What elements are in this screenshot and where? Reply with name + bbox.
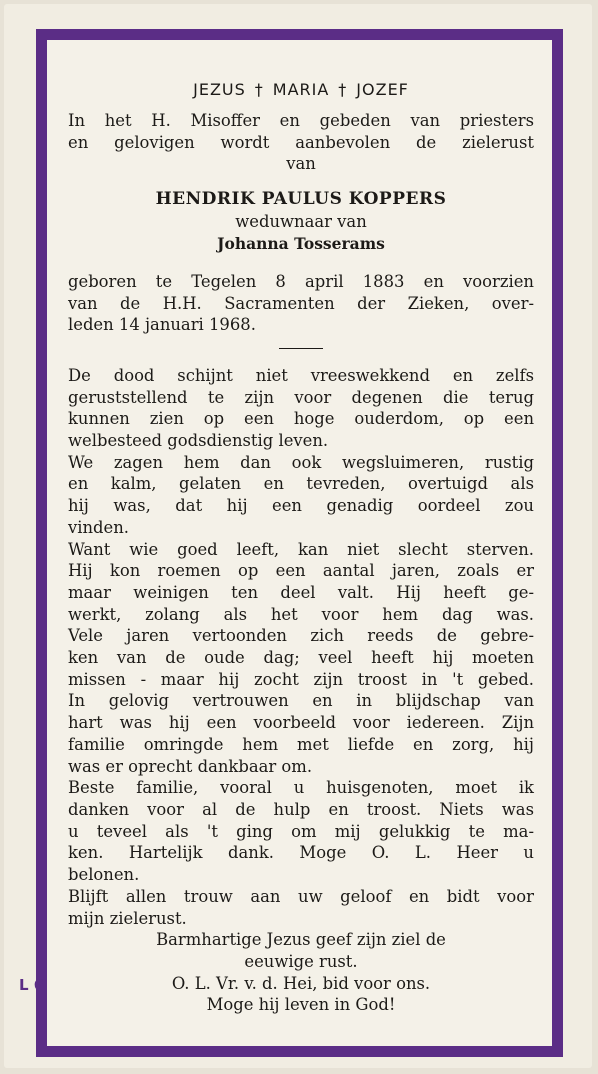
deceased-status: weduwnaar van: [235, 212, 367, 232]
header-word-maria: MARIA: [272, 80, 330, 99]
body-line: was er oprecht dankbaar om.: [68, 756, 313, 776]
body-line: en kalm, gelaten en tevreden, overtuigd als: [68, 474, 534, 494]
dates-line: van de H.H. Sacramenten der Zieken, over-: [68, 293, 534, 313]
cross-icon: †: [254, 80, 264, 99]
dates-line: geboren te Tegelen 8 april 1883 en voorzien: [68, 271, 534, 291]
body-line: familie omringde hem met liefde en zorg, hij: [68, 734, 534, 754]
dates-line: leden 14 januari 1968.: [68, 315, 256, 335]
body-line: ken. Hartelijk dank. Moge O. L. Heer u: [68, 843, 534, 863]
body-line: ken van de oude dag; veel heeft hij moeten: [68, 648, 534, 668]
body-line: belonen.: [68, 865, 140, 885]
closing-prayer: [68, 929, 534, 1016]
body-line: Beste familie, vooral u huisgenoten, moet ik: [68, 778, 534, 798]
body-line: missen - maar hij zocht zijn troost in 't gebed.: [68, 669, 534, 689]
closing-line: eeuwige rust.: [244, 951, 358, 971]
body-line: werkt, zolang als het voor hem dag was.: [68, 604, 534, 624]
body-line: vinden.: [68, 517, 130, 537]
body-line: Vele jaren vertoonden zich reeds de gebre-: [68, 626, 534, 646]
purple-border-frame: [36, 29, 563, 1057]
body-line: geruststellend te zijn voor degenen die terug: [68, 387, 534, 407]
closing-line: Barmhartige Jezus geef zijn ziel de: [156, 930, 446, 950]
closing-line: Moge hij leven in God!: [206, 995, 396, 1015]
body-line: In gelovig vertrouwen en in blijdschap van: [68, 691, 534, 711]
body-line: u teveel als 't ging om mij gelukkig te ma-: [68, 821, 534, 841]
body-line: Hij kon roemen op een aantal jaren, zoals er: [68, 561, 534, 581]
body-line: welbesteed godsdienstig leven.: [68, 431, 329, 451]
body-line: maar weinigen ten deel valt. Hij heeft ge-: [68, 582, 534, 602]
header-word-jozef: JOZEF: [356, 80, 409, 99]
body-line: hij was, dat hij een genadig oordeel zou: [68, 496, 534, 516]
body-line: Want wie goed leeft, kan niet slecht sterven.: [68, 539, 534, 559]
intro-line: van: [286, 154, 316, 174]
header-line: [68, 78, 534, 102]
body-line: De dood schijnt niet vreeswekkend en zelfs: [68, 365, 534, 385]
body-line: mijn zielerust.: [68, 908, 187, 928]
body-line: kunnen zien op een hoge ouderdom, op een: [68, 409, 534, 429]
header-word-jezus: JEZUS: [193, 80, 246, 99]
intro-line: In het H. Misoffer en gebeden van priesters: [68, 111, 534, 130]
body-line: We zagen hem dan ook wegsluimeren, rustig: [68, 452, 534, 472]
body-text: [68, 365, 534, 929]
divider: [279, 348, 323, 349]
dates-paragraph: [68, 271, 534, 336]
cross-icon: †: [338, 80, 348, 99]
closing-line: O. L. Vr. v. d. Hei, bid voor ons.: [171, 973, 431, 993]
spouse-name: Johanna Tosserams: [217, 233, 385, 253]
body-line: danken voor al de hulp en troost. Niets was: [68, 799, 534, 819]
card-text: [68, 64, 534, 1016]
body-line: Blijft allen trouw aan uw geloof en bidt voor: [68, 886, 534, 906]
intro-paragraph: [68, 110, 534, 175]
print-code: L 6: [19, 976, 45, 994]
deceased-name: HENDRIK PAULUS KOPPERS: [155, 189, 447, 210]
memorial-card: [4, 4, 592, 1068]
body-line: hart was hij een voorbeeld voor iedereen. Zijn: [68, 713, 534, 733]
intro-line: en gelovigen wordt aanbevolen de zielerust: [68, 132, 534, 152]
